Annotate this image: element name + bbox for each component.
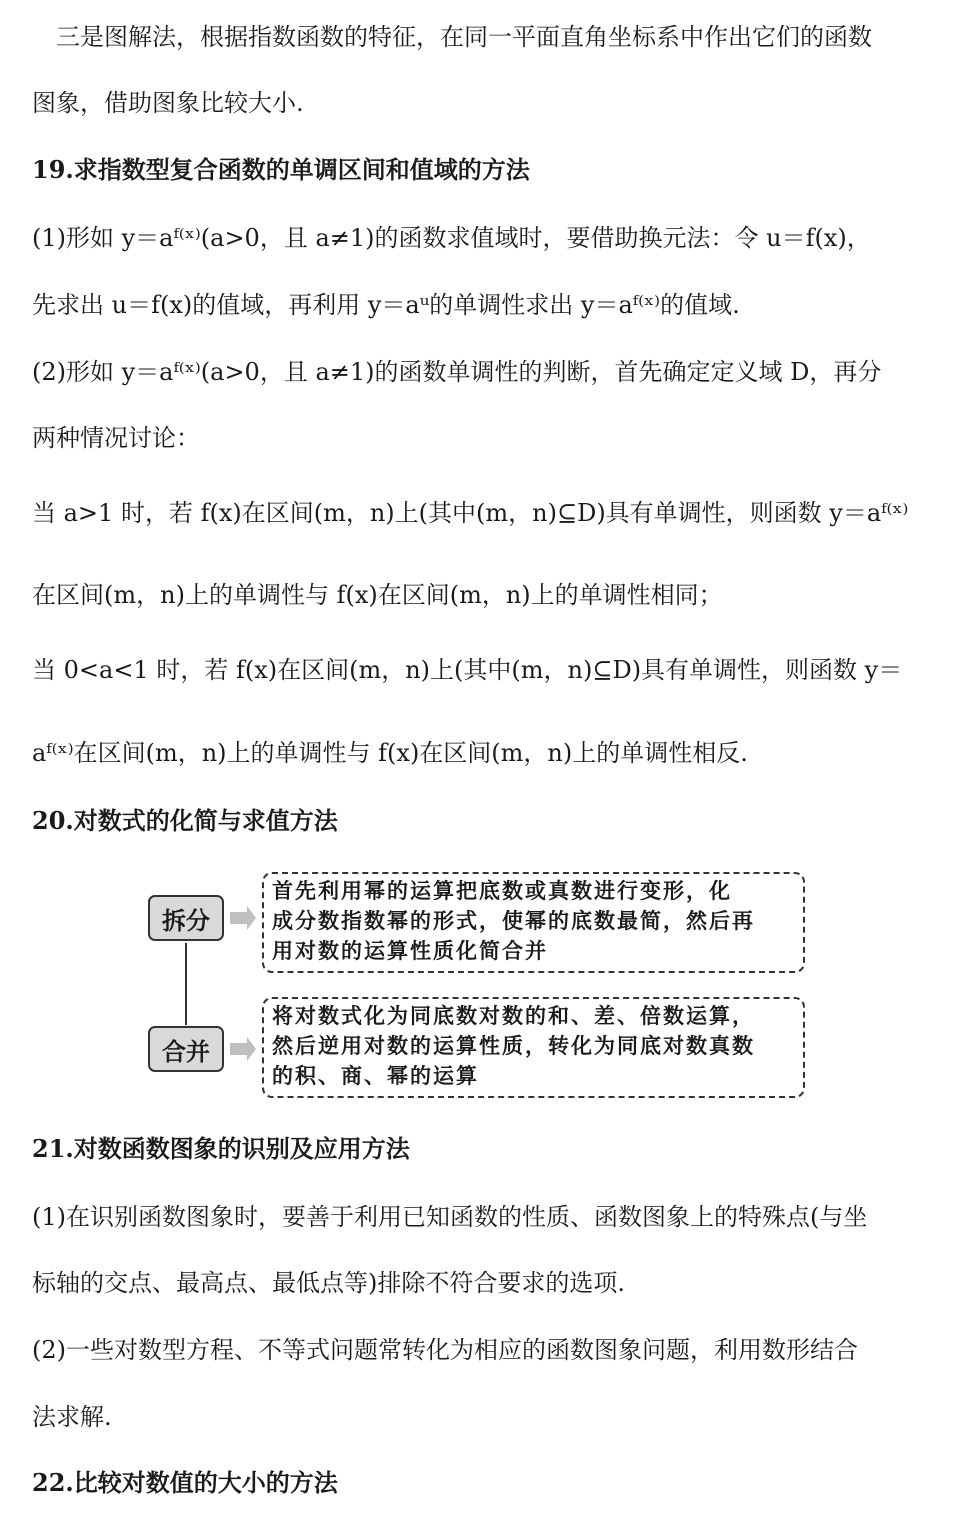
section-19-p4-line-1: 当 0<a<1 时，若 f(x)在区间(m，n)上(其中(m，n)⊆D)具有单调性，则函数 y＝ — [32, 656, 903, 684]
section-21-p2-line-2: 法求解. — [32, 1403, 112, 1431]
section-21-heading: 21.对数函数图象的识别及应用方法 — [32, 1134, 410, 1163]
intro-line-2: 图象，借助图象比较大小. — [32, 89, 304, 117]
intro-line-1: 三是图解法，根据指数函数的特征，在同一平面直角坐标系中作出它们的函数 — [56, 23, 872, 51]
merge-desc-line: 然后逆用对数的运算性质，转化为同底对数真数 — [272, 1034, 755, 1058]
split-label-box — [148, 895, 224, 941]
merge-description-box — [262, 997, 805, 1098]
section-19-p1-line-1: (1)形如 y＝aᶠ⁽ˣ⁾(a>0，且 a≠1)的函数求值域时，要借助换元法：令 u＝f(x)， — [32, 224, 871, 252]
split-description-box — [262, 872, 805, 973]
section-19-p4-line-2: aᶠ⁽ˣ⁾在区间(m，n)上的单调性与 f(x)在区间(m，n)上的单调性相反. — [32, 739, 748, 767]
section-21-p2-line-1: (2)一些对数型方程、不等式问题常转化为相应的函数图象问题，利用数形结合 — [32, 1336, 858, 1364]
arrow-right-icon — [230, 906, 256, 930]
merge-label-box — [148, 1026, 224, 1072]
section-22-heading: 22.比较对数值的大小的方法 — [32, 1468, 338, 1497]
arrow-right-icon — [230, 1037, 256, 1061]
section-21-p1-line-2: 标轴的交点、最高点、最低点等)排除不符合要求的选项. — [32, 1269, 625, 1297]
section-19-p2-line-2: 两种情况讨论： — [32, 424, 200, 452]
split-desc-line: 用对数的运算性质化简合并 — [272, 939, 548, 963]
split-desc-line: 首先利用幂的运算把底数或真数进行变形，化 — [272, 879, 732, 903]
section-20-heading: 20.对数式的化简与求值方法 — [32, 806, 338, 835]
merge-label: 合并 — [162, 1037, 210, 1066]
merge-desc-line: 将对数式化为同底数对数的和、差、倍数运算， — [272, 1004, 755, 1028]
section-21-p1-line-1: (1)在识别函数图象时，要善于利用已知函数的性质、函数图象上的特殊点(与坐 — [32, 1203, 868, 1231]
split-desc-line: 成分数指数幂的形式，使幂的底数最简，然后再 — [272, 909, 755, 933]
section-19-p2-line-1: (2)形如 y＝aᶠ⁽ˣ⁾(a>0，且 a≠1)的函数单调性的判断，首先确定定义域 D，再分 — [32, 358, 882, 386]
section-19-p1-line-2: 先求出 u＝f(x)的值域，再利用 y＝aᵘ的单调性求出 y＝aᶠ⁽ˣ⁾的值域. — [32, 291, 740, 319]
section-19-p3-line-2: 在区间(m，n)上的单调性与 f(x)在区间(m，n)上的单调性相同； — [32, 581, 723, 609]
split-label: 拆分 — [162, 906, 210, 935]
section-19-p3-line-1: 当 a>1 时，若 f(x)在区间(m，n)上(其中(m，n)⊆D)具有单调性，则函数 y＝aᶠ⁽ˣ⁾ — [32, 499, 909, 527]
merge-desc-line: 的积、商、幂的运算 — [272, 1064, 479, 1088]
section-19-heading: 19.求指数型复合函数的单调区间和值域的方法 — [32, 155, 530, 184]
